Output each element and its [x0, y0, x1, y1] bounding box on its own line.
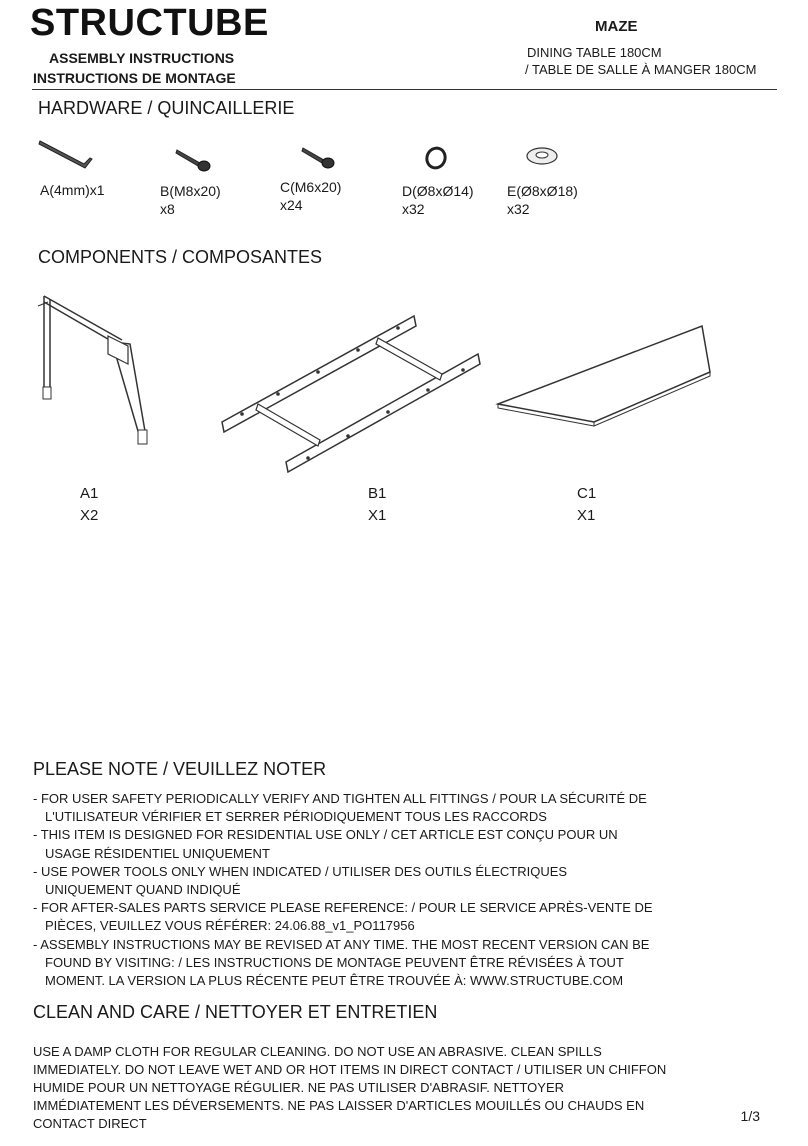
component-id: A1 [80, 485, 99, 502]
allen-key-icon [36, 136, 96, 172]
hardware-label: A(4mm)x1 [40, 182, 105, 198]
leg-frame-icon [34, 292, 158, 452]
note-item: - FOR AFTER-SALES PARTS SERVICE PLEASE REFERENCE: / POUR LE SERVICE APRÈS-VENTE DE PIÈCES, VEUILLEZ VOUS RÉFÉRER: 24.06.88_v1_PO117956 [33, 900, 653, 934]
care-text: USE A DAMP CLOTH FOR REGULAR CLEANING. DO NOT USE AN ABRASIVE. CLEAN SPILLS IMMEDIATELY. DO NOT LEAVE WET AND OR HOT ITEMS IN DIRECT CONTACT / UTILISER UN CHIFFON HUMIDE POUR UN NETTOYAGE RÉGULIER. NE PAS UTILISER D'ABRASIF. NETTOYER IMMÉDIATEMENT LES DÉVERSEMENTS. NE PAS LAISSER D'ARTICLES MOUILLÉS OU CHAUDS EN CONTACT DIRECT [33, 1044, 667, 1131]
hardware-label: D(Ø8xØ14) [402, 183, 474, 199]
component-qty: X1 [368, 507, 387, 524]
hardware-item [507, 182, 578, 218]
component-id: C1 [577, 485, 597, 502]
hardware-title: HARDWARE / QUINCAILLERIE [38, 98, 295, 118]
hardware-item [40, 181, 105, 199]
bolt-m6-icon [300, 142, 340, 172]
note-item: - THIS ITEM IS DESIGNED FOR RESIDENTIAL USE ONLY / CET ARTICLE EST CONÇU POUR UN USAGE RÉSIDENTIEL UNIQUEMENT [33, 827, 618, 861]
notes-title: PLEASE NOTE / VEUILLEZ NOTER [33, 759, 327, 779]
product-desc-en: DINING TABLE 180CM [527, 45, 662, 60]
note-item: - ASSEMBLY INSTRUCTIONS MAY BE REVISED AT ANY TIME. THE MOST RECENT VERSION CAN BE FOUND BY VISITING: / LES INSTRUCTIONS DE MONTAGE PEUVENT ÊTRE RÉVISÉES À TOUT MOMENT. LA VERSION LA PLUS RÉCENTE PEUT ÊTRE TROUVÉE À: WWW.STRUCTUBE.COM [33, 936, 650, 989]
hardware-qty: x8 [160, 201, 175, 217]
hardware-item [402, 182, 474, 218]
hardware-qty: x32 [507, 201, 530, 217]
note-item: - FOR USER SAFETY PERIODICALLY VERIFY AND TIGHTEN ALL FITTINGS / POUR LA SÉCURITÉ DE L'UTILISATEUR VÉRIFIER ET SERRER PÉRIODIQUEMENT TOUS LES RACCORDS [33, 791, 647, 825]
component-item [577, 483, 596, 527]
component-qty: X1 [577, 507, 596, 524]
component-item [368, 483, 386, 527]
spring-washer-icon [424, 145, 448, 171]
flat-washer-icon [525, 146, 559, 166]
product-desc-fr: / TABLE DE SALLE À MANGER 180CM [525, 62, 757, 77]
bolt-m8-icon [174, 144, 214, 174]
hardware-qty: x24 [280, 197, 303, 213]
notes-list [33, 790, 653, 990]
note-item: - USE POWER TOOLS ONLY WHEN INDICATED / UTILISER DES OUTILS ÉLECTRIQUES UNIQUEMENT QUAND INDIQUÉ [33, 863, 568, 898]
header-divider [32, 89, 777, 90]
hardware-item [160, 182, 221, 218]
component-id: B1 [368, 485, 387, 502]
components-title: COMPONENTS / COMPOSANTES [38, 247, 323, 267]
page-number: 1/3 [740, 1108, 760, 1124]
care-title: CLEAN AND CARE / NETTOYER ET ENTRETIEN [33, 1002, 438, 1022]
subtitle-fr: INSTRUCTIONS DE MONTAGE [33, 70, 236, 86]
tabletop-icon [494, 320, 716, 430]
model-name: MAZE [595, 18, 638, 35]
hardware-qty: x32 [402, 201, 425, 217]
table-frame-icon [218, 312, 484, 474]
component-qty: X2 [80, 507, 99, 524]
hardware-label: C(M6x20) [280, 179, 342, 195]
subtitle-en: ASSEMBLY INSTRUCTIONS [49, 50, 235, 66]
component-item [80, 483, 98, 527]
hardware-label: B(M8x20) [160, 183, 221, 199]
hardware-label: E(Ø8xØ18) [507, 183, 578, 199]
brand-logo-text: STRUCTUBE [30, 2, 269, 44]
hardware-item [280, 178, 341, 214]
